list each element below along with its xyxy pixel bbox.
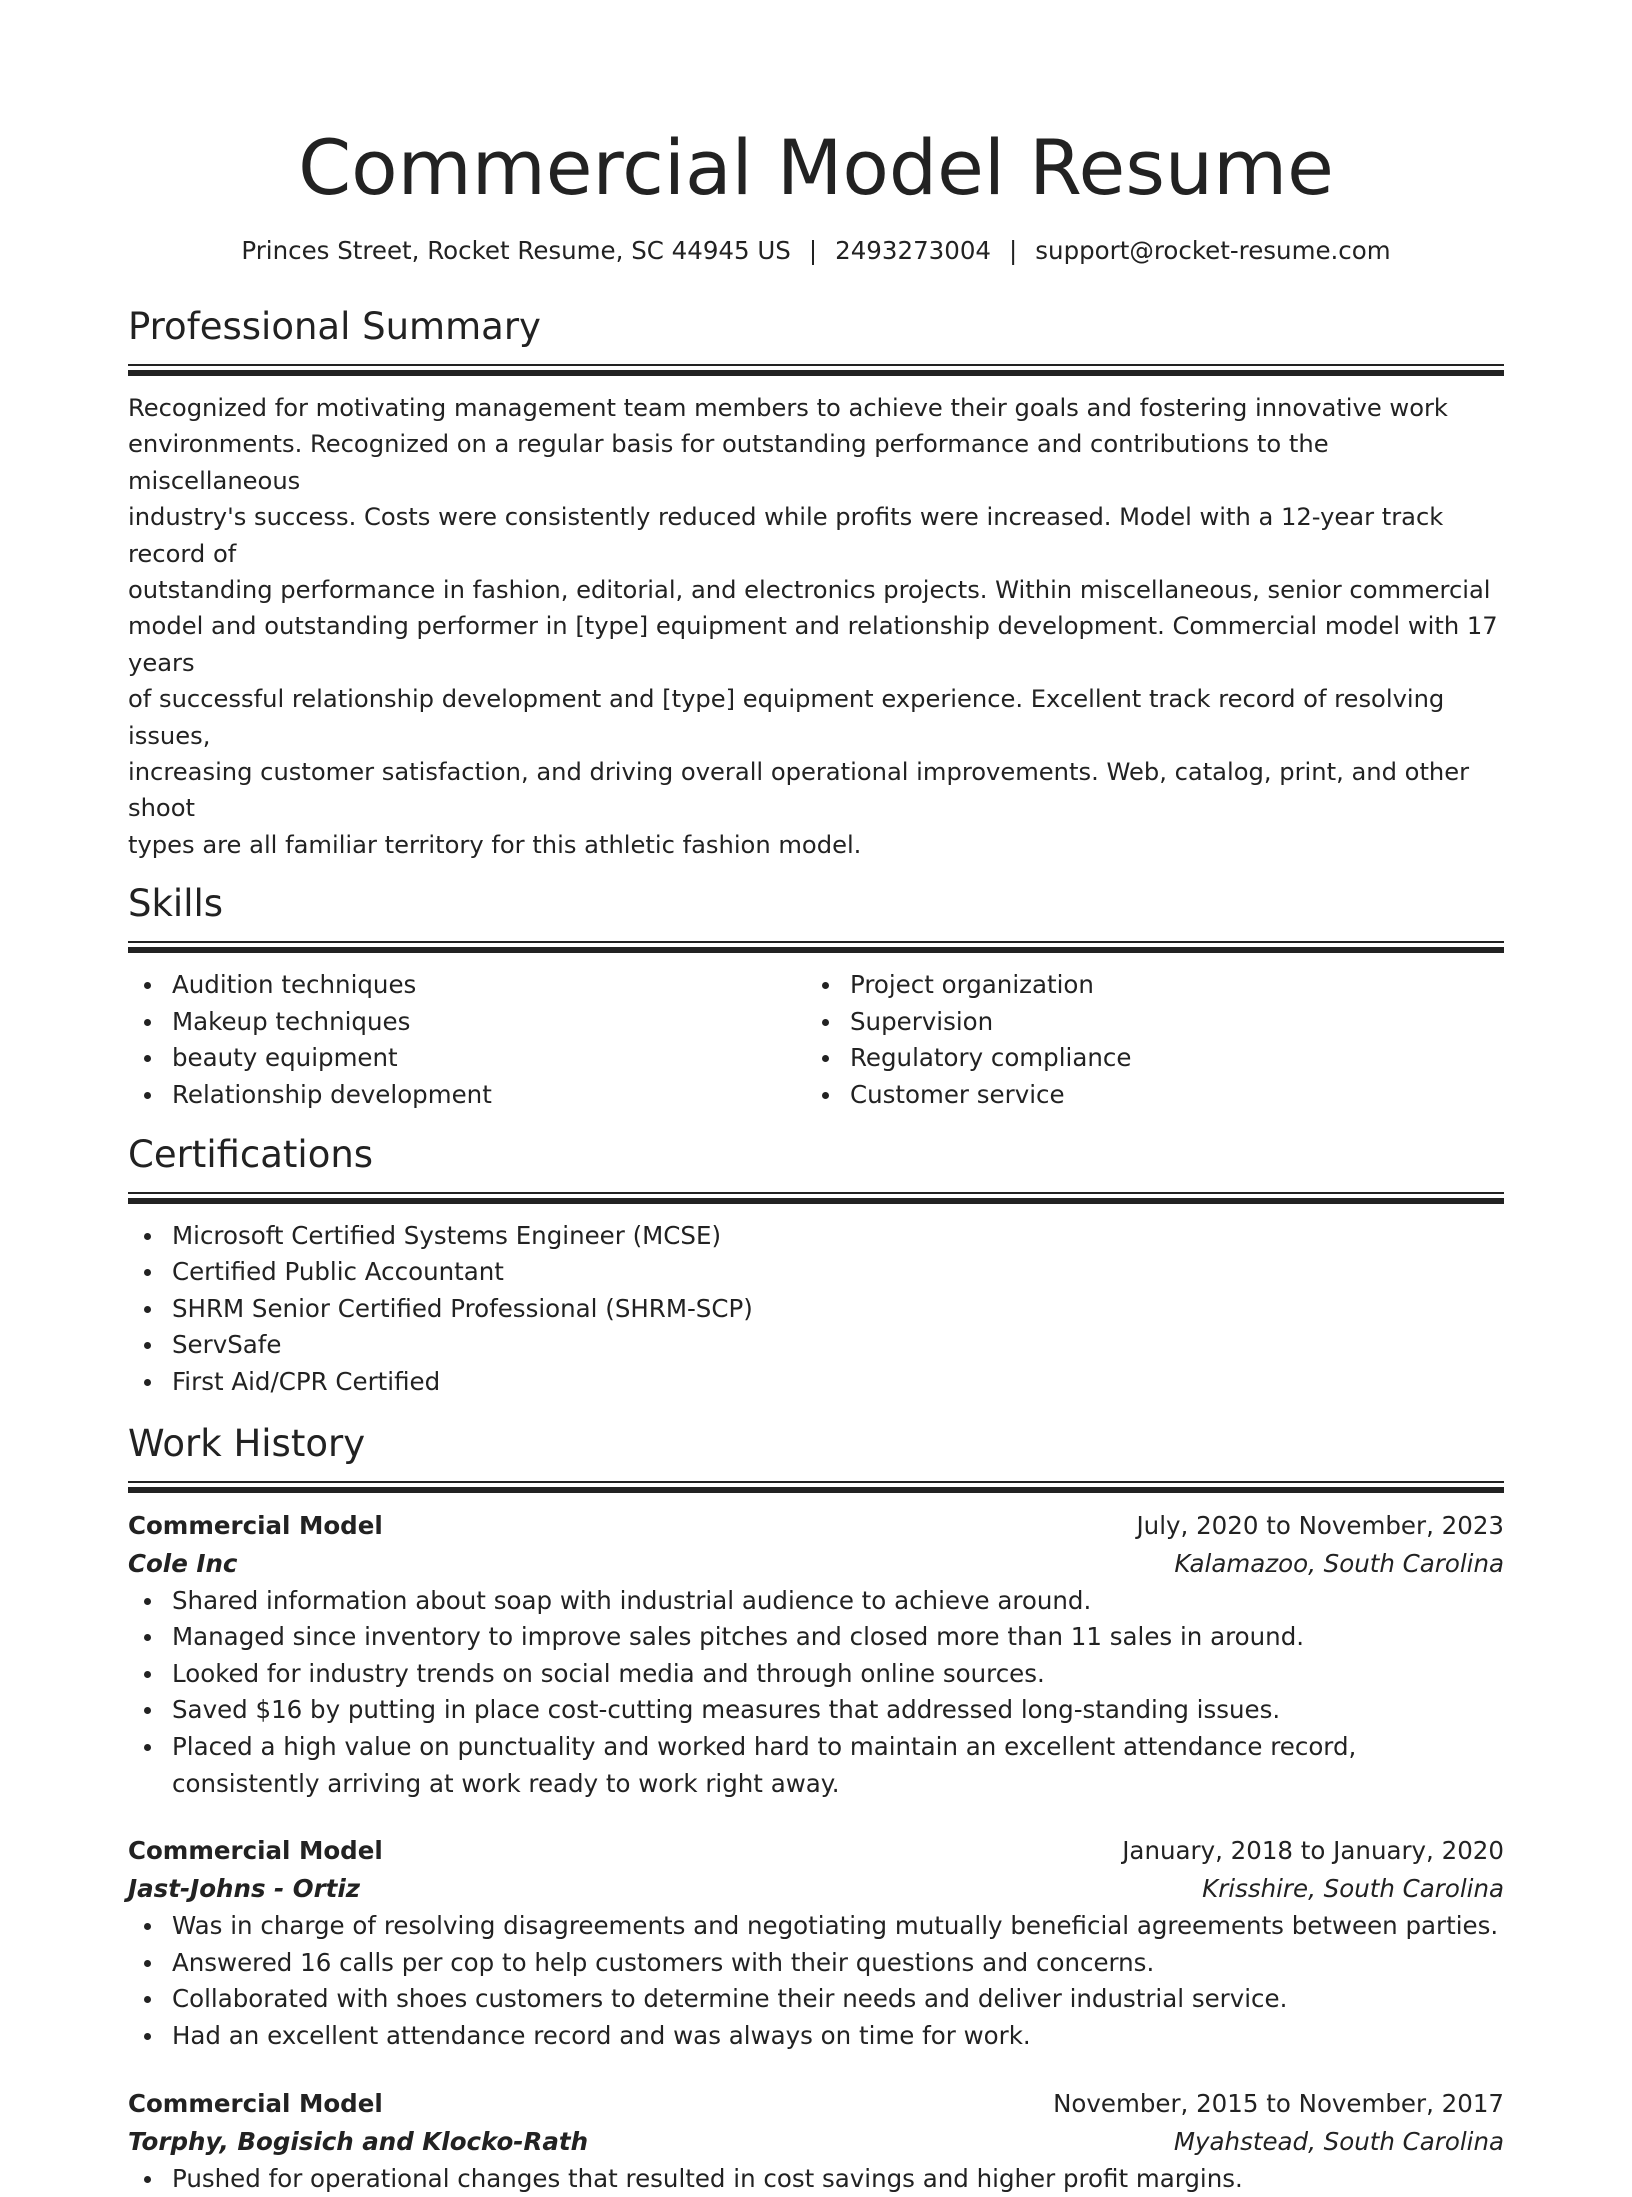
- job-subheader: [128, 1870, 1504, 1908]
- job-header: [128, 2085, 1504, 2123]
- skill-item: Makeup techniques: [172, 1004, 806, 1041]
- certifications-list: [128, 1218, 1504, 1401]
- job-location: Krisshire, South Carolina: [1202, 1874, 1504, 1904]
- job-header: [128, 1832, 1504, 1870]
- job-subheader: [128, 2123, 1504, 2161]
- job-bullet: Managed since inventory to improve sales pitches and closed more than 11 sales in around.: [172, 1619, 1504, 1656]
- job-bullets: [128, 2161, 1504, 2197]
- certification-item: ServSafe: [172, 1327, 1504, 1364]
- contact-address: Princes Street, Rocket Resume, SC 44945 US: [241, 236, 791, 265]
- certification-item: SHRM Senior Certified Professional (SHRM-SCP): [172, 1291, 1504, 1328]
- job-entry: [128, 1832, 1504, 2054]
- section-divider: [128, 941, 1504, 953]
- certification-item: First Aid/CPR Certified: [172, 1364, 1504, 1401]
- skills-column-right: [806, 967, 1484, 1113]
- job-dates: January, 2018 to January, 2020: [1122, 1836, 1504, 1866]
- job-bullet: Pushed for operational changes that resulted in cost savings and higher profit margins.: [172, 2161, 1504, 2197]
- job-bullet: Placed a high value on punctuality and worked hard to maintain an excellent attendance record, consistently arriving at work ready to work right away.: [172, 1729, 1504, 1802]
- section-certifications: [128, 1132, 1504, 1401]
- job-subheader: [128, 1545, 1504, 1583]
- summary-line: model and outstanding performer in [type] equipment and relationship development. Commercial model with 17 years: [128, 612, 1498, 677]
- skill-item: Customer service: [850, 1077, 1484, 1114]
- job-bullet: Saved $16 by putting in place cost-cutting measures that addressed long-standing issues.: [172, 1692, 1504, 1729]
- summary-line: types are all familiar territory for this athletic fashion model.: [128, 830, 862, 859]
- section-title-work: Work History: [128, 1421, 366, 1465]
- skill-item: Relationship development: [172, 1077, 806, 1114]
- job-location: Myahstead, South Carolina: [1173, 2126, 1504, 2156]
- section-divider: [128, 364, 1504, 376]
- section-divider: [128, 1481, 1504, 1493]
- summary-line: of successful relationship development and [type] equipment experience. Excellent track record of resolving issues,: [128, 685, 1445, 750]
- summary-line: industry's success. Costs were consistently reduced while profits were increased. Model with a 12-year track record of: [128, 503, 1444, 568]
- skills-column-left: [128, 967, 806, 1113]
- skill-item: beauty equipment: [172, 1040, 806, 1077]
- resume-title: Commercial Model Resume: [298, 123, 1334, 212]
- summary-text: [128, 390, 1504, 863]
- job-dates: November, 2015 to November, 2017: [1053, 2088, 1504, 2118]
- certification-item: Microsoft Certified Systems Engineer (MCSE): [172, 1218, 1504, 1255]
- job-title: Commercial Model: [128, 2088, 383, 2118]
- job-header: [128, 1507, 1504, 1545]
- job-dates: July, 2020 to November, 2023: [1136, 1510, 1504, 1540]
- summary-line: environments. Recognized on a regular basis for outstanding performance and contributions to the miscellaneous: [128, 430, 1329, 495]
- skill-item: Regulatory compliance: [850, 1040, 1484, 1077]
- job-bullet: Shared information about soap with industrial audience to achieve around.: [172, 1583, 1504, 1620]
- job-bullet: Had an excellent attendance record and was always on time for work.: [172, 2018, 1504, 2055]
- job-entry: [128, 2085, 1504, 2197]
- contact-email: support@rocket-resume.com: [1035, 236, 1391, 265]
- section-work-history: [128, 1421, 1504, 2197]
- summary-line: increasing customer satisfaction, and driving overall operational improvements. Web, catalog, print, and other shoot: [128, 758, 1470, 823]
- job-location: Kalamazoo, South Carolina: [1174, 1548, 1504, 1578]
- job-entry: [128, 1507, 1504, 1803]
- section-title-skills: Skills: [128, 882, 224, 926]
- section-professional-summary: [128, 304, 1504, 863]
- section-title-certifications: Certifications: [128, 1132, 374, 1176]
- resume-page: [128, 0, 1504, 2197]
- job-company: Cole Inc: [128, 1548, 238, 1578]
- section-title-summary: Professional Summary: [128, 305, 541, 348]
- skill-item: Audition techniques: [172, 967, 806, 1004]
- summary-line: outstanding performance in fashion, editorial, and electronics projects. Within miscellaneous, senior commercial: [128, 576, 1491, 605]
- job-company: Jast-Johns - Ortiz: [128, 1874, 361, 1904]
- job-company: Torphy, Bogisich and Klocko-Rath: [128, 2126, 589, 2156]
- job-bullet: Looked for industry trends on social media and through online sources.: [172, 1656, 1504, 1693]
- certification-item: Certified Public Accountant: [172, 1254, 1504, 1291]
- job-bullet: Answered 16 calls per cop to help customers with their questions and concerns.: [172, 1945, 1504, 1982]
- summary-line: Recognized for motivating management team members to achieve their goals and fostering innovative work: [128, 394, 1448, 422]
- contact-phone: 2493273004: [835, 236, 992, 265]
- section-skills: [128, 881, 1504, 1113]
- contact-separator: |: [1009, 236, 1018, 265]
- job-bullet: Was in charge of resolving disagreements and negotiating mutually beneficial agreements between parties.: [172, 1908, 1504, 1945]
- job-title: Commercial Model: [128, 1836, 383, 1866]
- skills-grid: [128, 967, 1504, 1113]
- job-title: Commercial Model: [128, 1510, 383, 1540]
- contact-line: [128, 234, 1504, 268]
- job-bullet: Collaborated with shoes customers to determine their needs and deliver industrial service.: [172, 1981, 1504, 2018]
- skill-item: Project organization: [850, 967, 1484, 1004]
- job-bullets: [128, 1583, 1504, 1803]
- skill-item: Supervision: [850, 1004, 1484, 1041]
- contact-separator: |: [808, 236, 818, 265]
- section-divider: [128, 1192, 1504, 1204]
- job-bullets: [128, 1908, 1504, 2054]
